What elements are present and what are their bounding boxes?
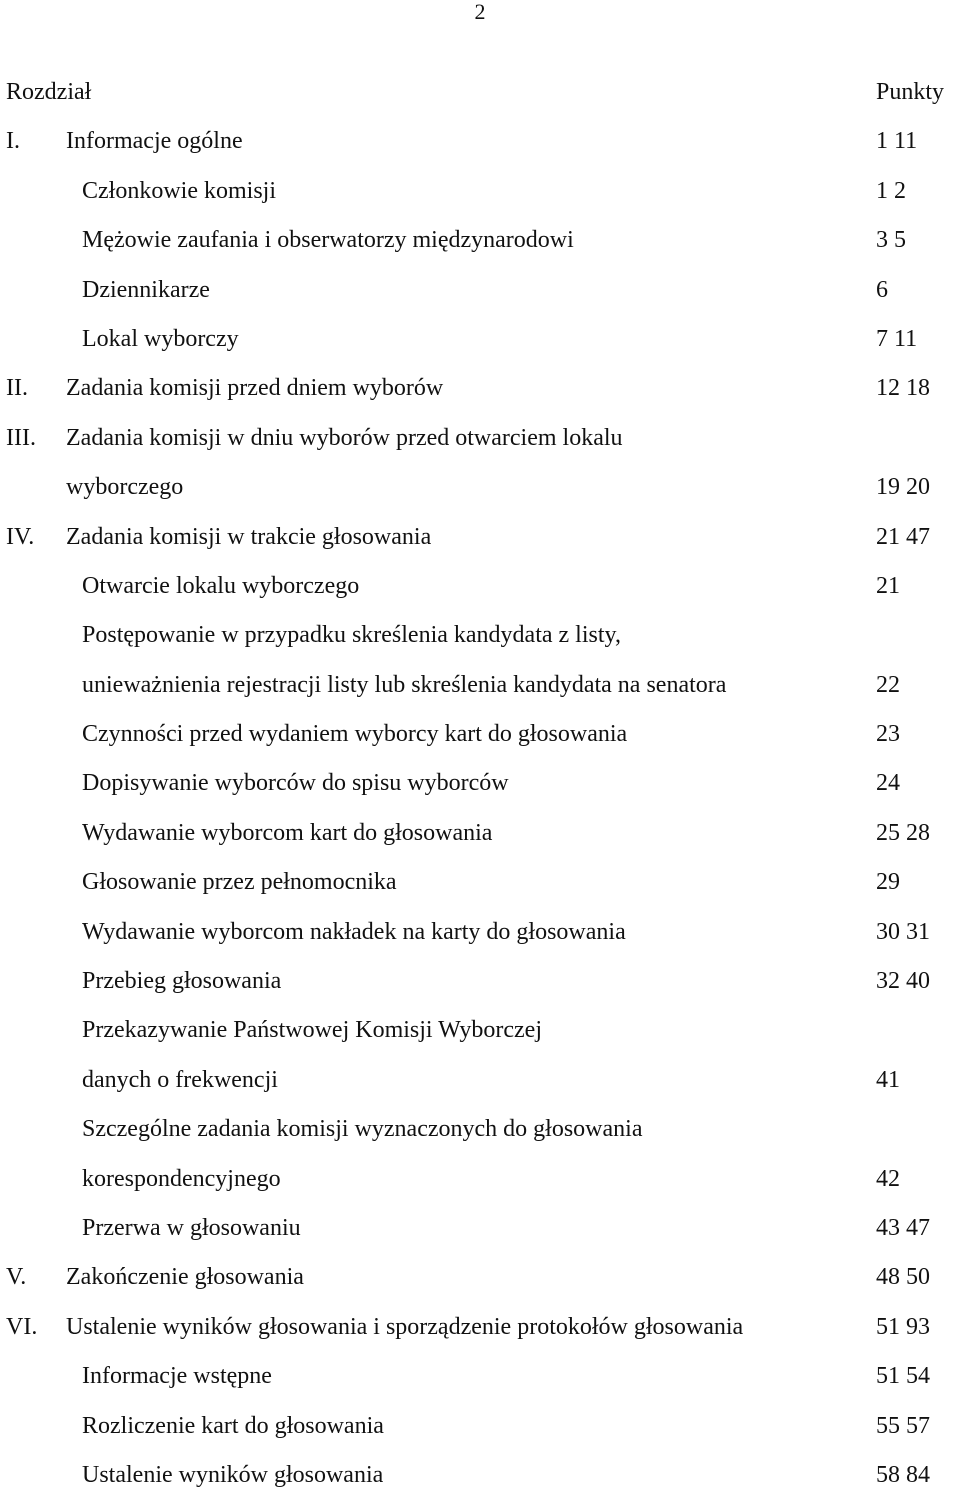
page-number: 2 [474,0,486,24]
toc-row [0,710,960,759]
table-of-contents [0,68,960,1500]
section-title: Mężowie zaufania i obserwatorzy międzynarodowi [82,227,574,254]
points-range: 24 [876,770,900,797]
section-title: Postępowanie w przypadku skreślenia kandydata z listy, [82,622,621,649]
section-title: Otwarcie lokalu wyborczego [82,572,360,599]
points-range: 7 11 [876,325,918,352]
toc-row [0,266,960,315]
points-range: 32 40 [876,968,930,995]
points-range: 21 47 [876,523,930,550]
toc-row [0,809,960,858]
chapter-title: Zadania komisji w trakcie głosowania [66,523,432,550]
points-range: 41 [876,1066,900,1093]
chapter-number: VI. [6,1313,38,1340]
toc-row [0,463,960,512]
toc-row [0,1253,960,1302]
points-range: 25 28 [876,819,930,846]
toc-row [0,216,960,265]
toc-row [0,1204,960,1253]
toc-row [0,1303,960,1352]
section-title: Rozliczenie kart do głosowania [82,1412,384,1439]
chapter-title: Zadania komisji w dniu wyborów przed otwarciem lokalu [66,424,623,451]
section-title: Szczególne zadania komisji wyznaczonych do głosowania [82,1116,643,1143]
points-range: 1 11 [876,128,918,155]
section-title: Wydawanie wyborcom kart do głosowania [82,819,493,846]
points-range: 3 5 [876,227,906,254]
section-title: Ustalenie wyników głosowania [82,1461,384,1488]
toc-row [0,957,960,1006]
chapter-number: II. [6,375,28,402]
toc-row [0,562,960,611]
section-title: Czynności przed wydaniem wyborcy kart do głosowania [82,721,628,748]
section-title: Informacje wstępne [82,1363,272,1390]
toc-row [0,1352,960,1401]
chapter-title: Zadania komisji przed dniem wyborów [66,375,444,402]
chapter-title: wyborczego [66,474,184,501]
points-range: 30 31 [876,918,930,945]
toc-row [0,611,960,660]
toc-row [0,414,960,463]
toc-header [0,68,960,117]
toc-row [0,117,960,166]
section-title: danych o frekwencji [82,1066,278,1093]
column-header-chapter: Rozdział [6,79,92,105]
toc-row [0,1402,960,1451]
points-range: 51 93 [876,1313,930,1340]
toc-row [0,1056,960,1105]
toc-row [0,1006,960,1055]
section-title: Przerwa w głosowaniu [82,1214,301,1241]
toc-row [0,858,960,907]
column-header-points: Punkty [876,79,945,105]
points-range: 51 54 [876,1363,930,1390]
points-range: 12 18 [876,375,930,402]
points-range: 21 [876,572,900,599]
toc-row [0,364,960,413]
section-title: korespondencyjnego [82,1165,281,1192]
chapter-number: I. [6,128,20,155]
section-title: Członkowie komisji [82,177,276,204]
toc-row [0,759,960,808]
points-range: 55 57 [876,1412,930,1439]
toc-row [0,908,960,957]
chapter-title: Zakończenie głosowania [66,1264,304,1291]
section-title: Przekazywanie Państwowej Komisji Wyborczej [82,1017,542,1044]
chapter-number: III. [6,424,36,451]
chapter-number: IV. [6,523,35,550]
toc-row [0,513,960,562]
section-title: Dopisywanie wyborców do spisu wyborców [82,770,509,797]
chapter-title: Informacje ogólne [66,128,243,155]
toc-row [0,167,960,216]
points-range: 23 [876,721,900,748]
points-range: 42 [876,1165,900,1192]
points-range: 43 47 [876,1214,930,1241]
section-title: Dziennikarze [82,276,210,303]
points-range: 1 2 [876,177,906,204]
toc-row [0,315,960,364]
points-range: 58 84 [876,1461,930,1488]
section-title: Przebieg głosowania [82,968,282,995]
points-range: 19 20 [876,474,930,501]
chapter-number: V. [6,1264,27,1291]
section-title: Lokal wyborczy [82,325,239,352]
section-title: Wydawanie wyborcom nakładek na karty do głosowania [82,918,626,945]
section-title: unieważnienia rejestracji listy lub skreślenia kandydata na senatora [82,671,727,698]
toc-row [0,661,960,710]
section-title: Głosowanie przez pełnomocnika [82,869,397,896]
points-range: 29 [876,869,900,896]
toc-row [0,1105,960,1154]
toc-rows [0,117,960,1500]
chapter-title: Ustalenie wyników głosowania i sporządzenie protokołów głosowania [66,1313,744,1340]
points-range: 48 50 [876,1264,930,1291]
points-range: 6 [876,276,888,303]
points-range: 22 [876,671,900,698]
toc-row [0,1155,960,1204]
